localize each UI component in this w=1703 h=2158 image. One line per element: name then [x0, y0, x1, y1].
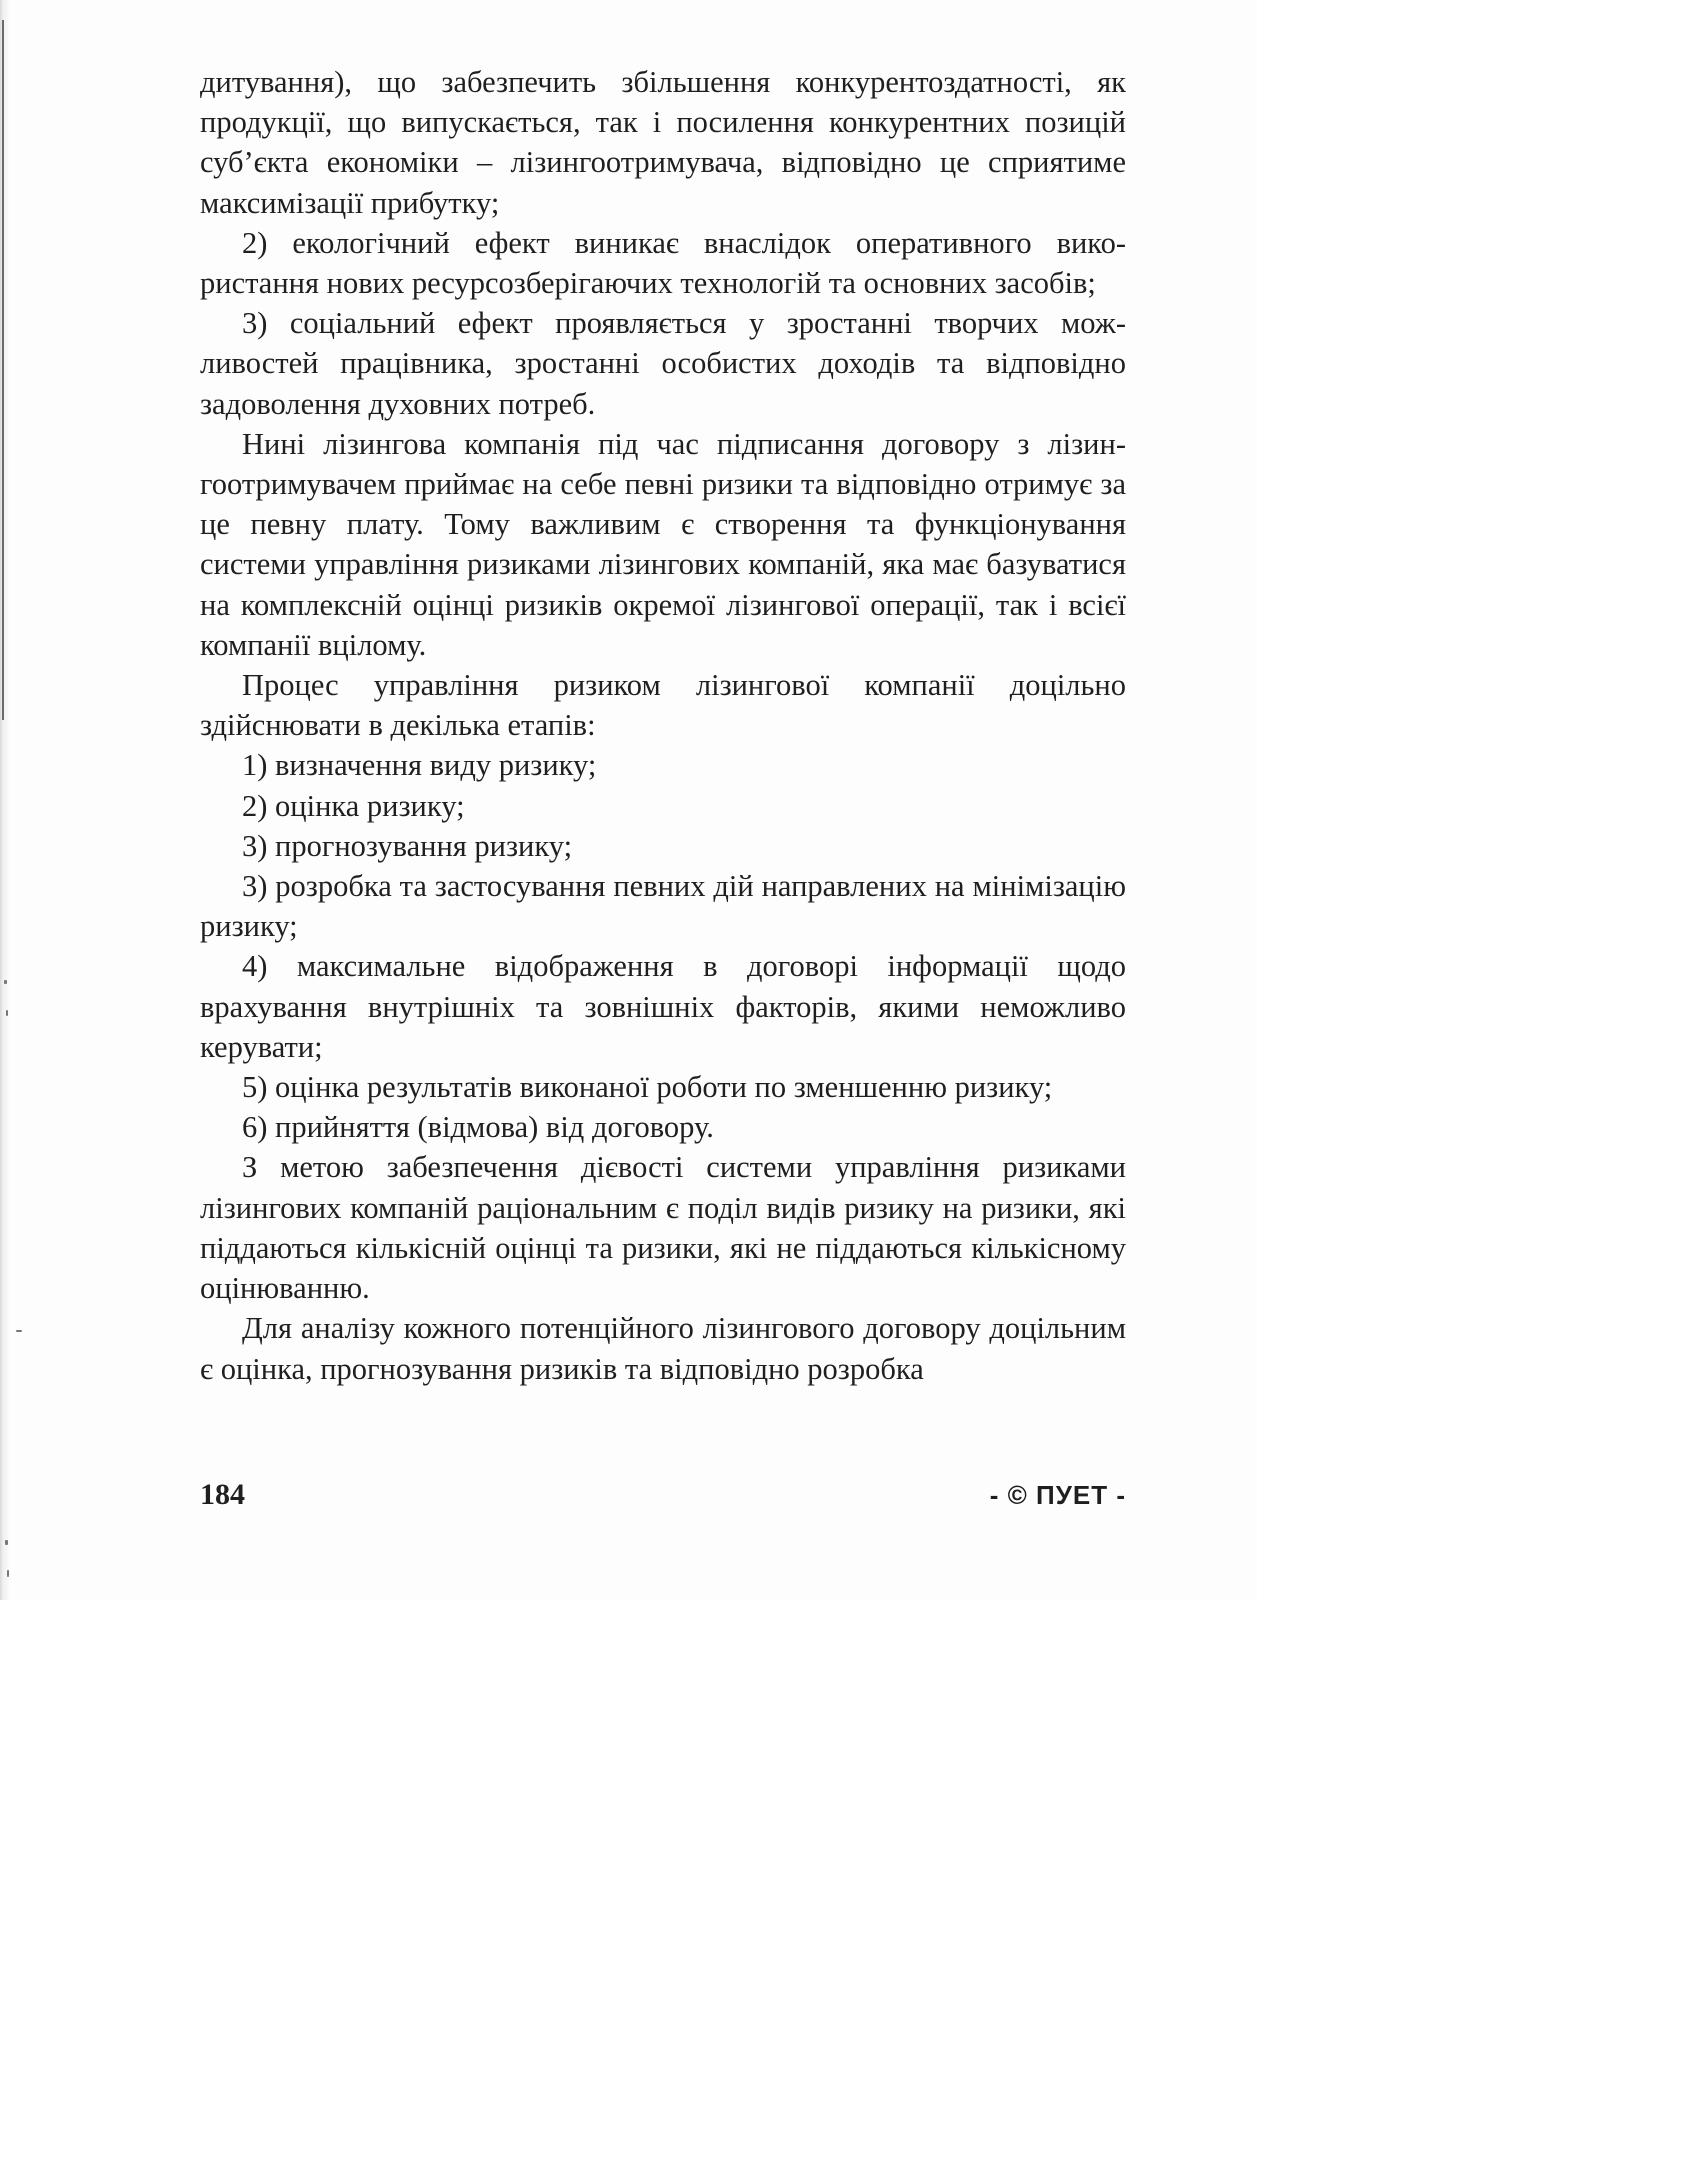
scan-speck [16, 1330, 22, 1332]
body-text [200, 62, 1126, 1389]
paragraph: Процес управління ризиком лізингової компанії доцільно здійснювати в декілька етапів: [200, 668, 1126, 743]
scan-speck [5, 1540, 8, 1545]
scan-speck [6, 1010, 8, 1016]
paragraph: З метою забезпечення дієвості системи управління ризиками лізингових компаній раціональним є поділ видів ризику на ризики, які піддаються кількісній оцінці та ризики, які не піддаються кількісному оцінюванню. [200, 1150, 1126, 1306]
list-item: 3) соціальний ефект проявляється у зростанні творчих можливостей працівника, зростанні особистих доходів та відповідно задоволення духовних потреб. [200, 306, 1126, 421]
paragraph: Нині лізингова компанія під час підписання договору з лізингоотримувачем приймає на себе певні ризики та відповідно отримує за це певну плату. Тому важливим є створення та функціонування системи управління ризиками лізингових компаній, яка має базуватися на комплексній оцінці ризиків окремої лізингової операції, так і всієї компанії вцілому. [200, 426, 1126, 662]
page-number: 184 [200, 1478, 245, 1511]
list-item: 4) максимальне відображення в договорі інформації щодо врахування внутрішніх та зовнішніх факторів, якими неможливо керувати; [200, 949, 1126, 1064]
paragraph: дитування), що забезпечить збільшення конкурентоздатності, як продукції, що випускається, так і посилення конкурентних позицій суб’єкта економіки – лізингоотримувача, відповідно це сприятиме максимізації прибутку; [200, 65, 1126, 220]
page-footer [200, 1478, 1126, 1518]
list-item: 3) прогнозування ризику; [242, 828, 573, 863]
scan-speck [4, 980, 7, 984]
list-item: 5) оцінка результатів виконаної роботи по зменшенню ризику; [242, 1070, 1053, 1105]
list-item: 6) прийняття (відмова) від договору. [242, 1110, 714, 1145]
publisher-mark: - © ПУЕТ - [989, 1480, 1126, 1510]
list-item: 2) екологічний ефект виникає внаслідок оперативного використання нових ресурсозберігаючих технологій та основних засобів; [200, 225, 1126, 301]
scan-speck [7, 1570, 9, 1577]
list-item: 2) оцінка ризику; [242, 788, 465, 823]
list-item: 1) визначення виду ризику; [242, 748, 597, 783]
binding-line [2, 20, 4, 720]
paragraph: Для аналізу кожного потенційного лізингового договору доцільним є оцінка, прогнозування ризиків та відповідно розробка [200, 1311, 1126, 1386]
list-item: 3) розробка та застосування певних дій направлених на мінімізацію ризику; [200, 869, 1126, 944]
